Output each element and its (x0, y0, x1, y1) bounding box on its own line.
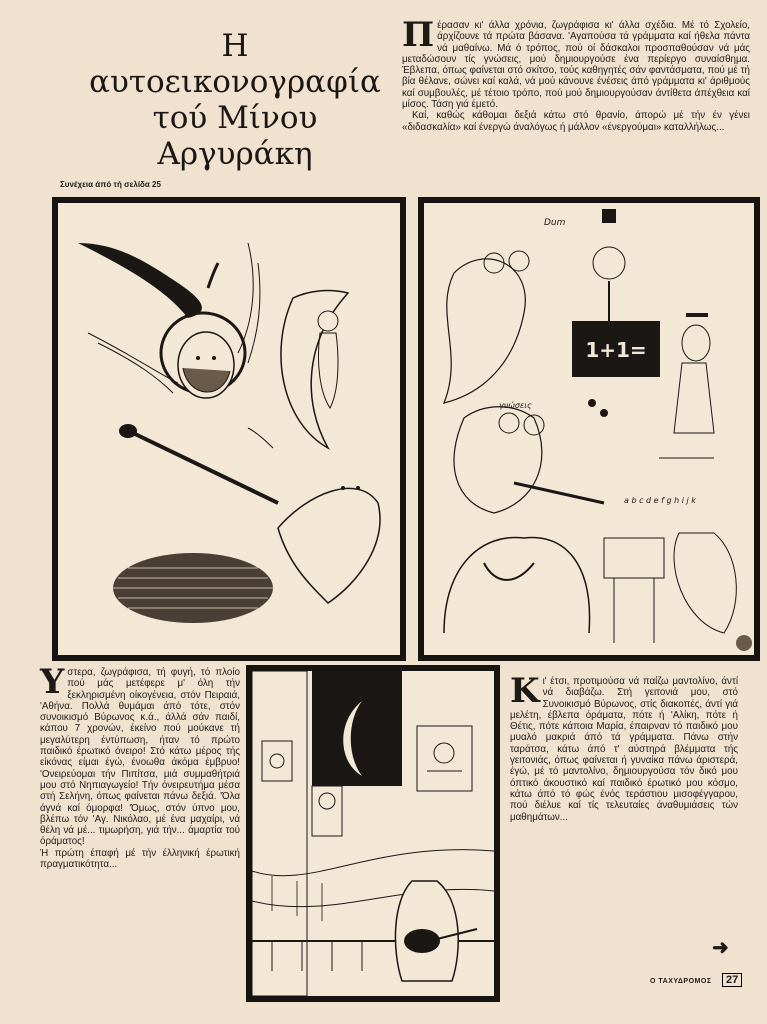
illustration-classroom (418, 197, 760, 661)
column-left-text-2: Ή πρώτη έπαφή μέ τήν έλληνική έρωτική πραγματικότητα... (40, 847, 240, 871)
column-left (40, 662, 240, 871)
blackboard-text: 1+1= (585, 338, 647, 362)
dropcap-right: Κ (510, 671, 540, 711)
balcony-drawing (252, 671, 494, 996)
title-line-4: Αργυράκη (157, 136, 313, 172)
mandolin-shape (404, 929, 440, 953)
illustration-balcony (246, 665, 500, 1002)
dream-drawing (58, 203, 400, 655)
column-top (402, 15, 750, 133)
classroom-drawing (424, 203, 754, 655)
column-left-text: στερα, ζωγράφισα, τή φυγή, τό πλοίο πού μάς μετέφερε μ' όλη τήν ξεκληρισμένη οίκογένεια, στόν Πειραιά, 'Αθήνα. Πολλά θυμάμαι άπό τότε, στόν συνοικισμό Βύρωνος κ.ά., άλλά σάν παιδί, κάπου 7 χρονών, έκείνο πού μούκανε τή μεγαλύτερη έντύπωση, ήταν τό πρώτο παιδικό έρωτικό όνειρο! Στό κάτω μέρος τής είκόνας είμαι έγώ, ένοωθα άκόμα έμβρυο! 'Ονειρεύομαι τήν Πιπίτσα, μιά συμμαθήτριά μου στό Νηπιαγωγείο! Τήν όνειρευτήμα μέσα στή Σελήνη, όπως φαίνεται πάνω δεξιά. 'Όλα άγνά καί όμορφα! 'Όμως, στόν ύπνο μου, βλέπω τόν 'Αγ. Νικόλαο, μέ ένα μαχαίρι, νά θέλη νά μέ... τιμωρήση, γιά τήν... άμαρτία τού όράματος! (40, 667, 240, 848)
illustration-dream (52, 197, 406, 661)
horn-shape (78, 243, 202, 318)
school-desk (604, 538, 664, 578)
window-left (262, 741, 292, 781)
continued-note: Συνέχεια άπό τή σελίδα 25 (60, 180, 161, 189)
column-top-text-2: Καί, καθώς κάθομαι δεξιά κάτω στό θρανίο, άπορώ μέ τήν έν γένει «διδασκαλία» καί ένεργώ άναλόγως ή μάλλον «ένεργούμαι» καταλλήλως... (402, 110, 750, 133)
ghost-teacher-left (444, 259, 525, 403)
embryo-head (278, 488, 380, 603)
knife-shape (133, 433, 278, 503)
globe-shape (444, 537, 590, 633)
column-top-text: έρασαν κι' άλλα χρόνια, ζωγράφισα κι' άλλα σχέδια. Μέ τό Σχολείο, άρχίζουνε τά πρώτα βάσανα. 'Αγαπούσα τά γράμματα καί ήθελα πάντα νά μαθαίνω. Μά ό τρόπος, πού οί δάσκαλοι προσπαθούσαν νά μάς μεταδώσουν τίς γνώσεις, μού δημιουργούσε ένα περίεργο συναίσθημα. Έβλεπα, όπως φαίνεται στό σκίτσο, τούς καθηγητές σάν φαντάσματα, πού μέ τή βία θέλανε, σώνει καί καλά, νά μού κάνουνε ένέσεις άπό γράμματα κι' άριθμούς καί συμβουλές, μέ τέτοιο τρόπο, πού μού δημιουργούσαν άντίθετα άπέχθεια καί μίσος. Τάση γιά έμετό. (402, 20, 750, 111)
girl-head (318, 311, 338, 331)
title-line-1: Η (221, 28, 249, 64)
continue-arrow-icon: ➜ (712, 937, 729, 959)
page-number: 27 (722, 973, 742, 987)
magazine-name: Ο ΤΑΧΥΔΡΟΜΟΣ (650, 978, 712, 985)
ghost-teacher-middle (454, 407, 542, 513)
scribble-word: γνώσεις (499, 401, 532, 410)
scribble-dum: Dum (544, 218, 566, 228)
letter-stream: a b c d e f g h i j k (624, 496, 696, 505)
article-title (70, 28, 400, 172)
dropcap-top: Π (402, 15, 435, 55)
title-line-2: αυτοεικονογραφία (89, 64, 381, 100)
dropcap-left: Υ (40, 662, 65, 702)
student-figure (674, 533, 736, 633)
title-line-3: τού Μίνου (152, 100, 318, 136)
column-right-text: ι' έτσι, προτιμούσα νά παίζω μαντολίνο, άντί νά διαβάζω. Στή γειτονιά μου, στό Συνοικισμό Βύρωνος, στίς διακοπές, άντί γιά μελέτη, έβλεπα όράματα, πότε ή 'Αλίκη, πότε ή Θέτις, πότε κάποια Μαρία, έπαιρναν τό παιδικό μου μυαλό μακριά άπό τά γράμματα. Πάνω στήν ταράτσα, κάτω άπό τ' αύστηρά βλέμματα τής γειτονιάς, όπως φαίνεται ή γυναίκα πάνω άριστερά, έγώ, μέ τό μαντολίνο, δημιουργούσα τόν δικό μου όπτικό άκουστικό καί παιδικό έρωτικό μου κόσμο, κάτω άπό τό φώς ένός τεράστιου μισοφέγγαρου, πού διέλυε καί τίς τελευταίες άναθυμιάσεις τών μαθημάτων... (510, 676, 738, 823)
column-right (510, 671, 738, 823)
